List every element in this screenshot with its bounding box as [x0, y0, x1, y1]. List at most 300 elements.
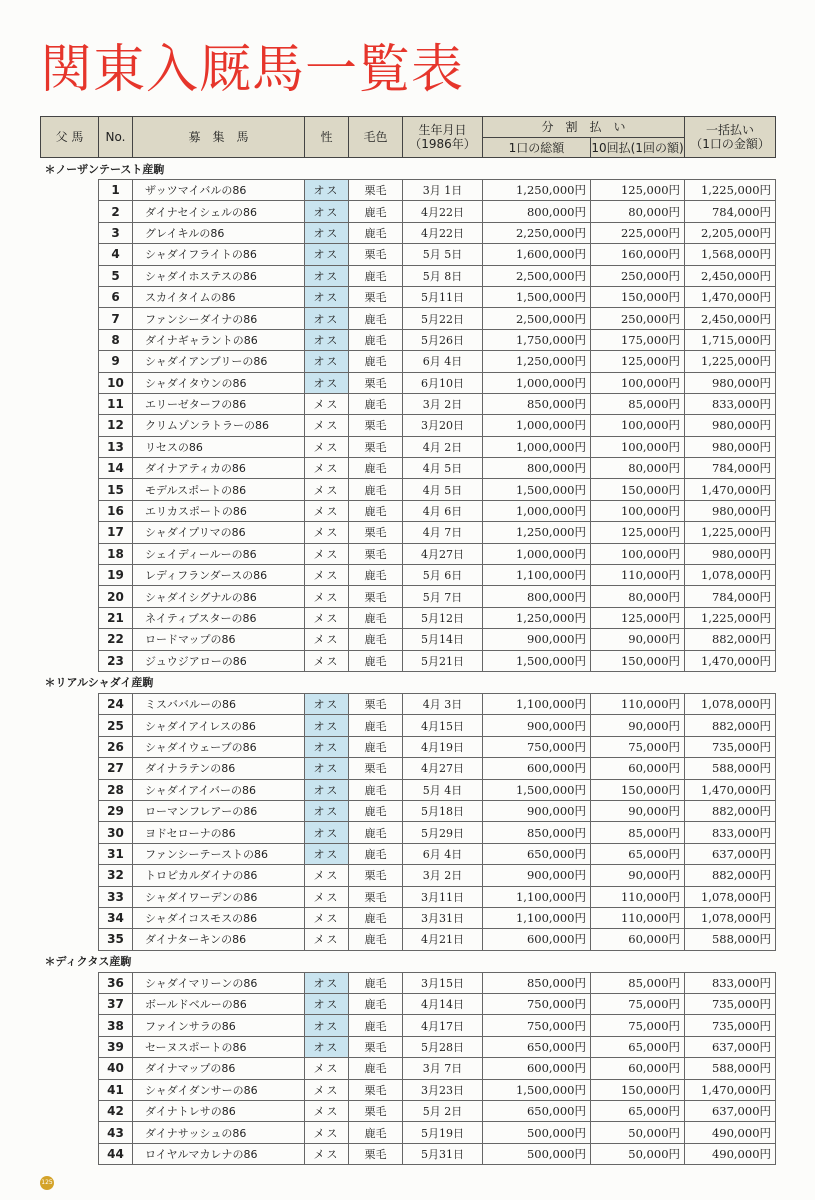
- lump-sum-price: 490,000円: [685, 1122, 776, 1143]
- lump-sum-price: 1,225,000円: [685, 607, 776, 628]
- lump-sum-price: 637,000円: [685, 1101, 776, 1122]
- row-number: 9: [99, 351, 133, 372]
- installment-price: 60,000円: [591, 758, 685, 779]
- installment-price: 100,000円: [591, 543, 685, 564]
- installment-price: 125,000円: [591, 180, 685, 201]
- birth-date: 4月 5日: [403, 479, 483, 500]
- birth-date: 4月21日: [403, 929, 483, 950]
- sire-cell: [41, 244, 99, 265]
- table-row: [41, 543, 776, 564]
- installment-price: 110,000円: [591, 907, 685, 928]
- row-number: 13: [99, 436, 133, 457]
- sire-cell: [41, 329, 99, 350]
- installment-price: 85,000円: [591, 393, 685, 414]
- lump-sum-price: 1,078,000円: [685, 886, 776, 907]
- lump-sum-price: 1,078,000円: [685, 693, 776, 714]
- total-price: 1,500,000円: [483, 650, 591, 671]
- horse-name: シャダイアンブリーの86: [133, 351, 305, 372]
- lump-sum-price: 1,715,000円: [685, 329, 776, 350]
- horse-sex: オス: [305, 244, 349, 265]
- horse-name: ダイナトレサの86: [133, 1101, 305, 1122]
- lump-sum-price: 588,000円: [685, 758, 776, 779]
- total-price: 900,000円: [483, 629, 591, 650]
- sire-cell: [41, 1058, 99, 1079]
- coat-color: 栗毛: [349, 1101, 403, 1122]
- row-number: 24: [99, 693, 133, 714]
- horse-name: シェイディールーの86: [133, 543, 305, 564]
- birth-date: 4月 7日: [403, 522, 483, 543]
- horse-sex: オス: [305, 972, 349, 993]
- row-number: 18: [99, 543, 133, 564]
- horse-sex: オス: [305, 286, 349, 307]
- birth-date: 5月14日: [403, 629, 483, 650]
- birth-date: 4月 2日: [403, 436, 483, 457]
- birth-date: 3月31日: [403, 907, 483, 928]
- row-number: 19: [99, 565, 133, 586]
- sire-cell: [41, 736, 99, 757]
- row-number: 42: [99, 1101, 133, 1122]
- sire-cell: [41, 843, 99, 864]
- table-row: [41, 180, 776, 201]
- lump-sum-price: 588,000円: [685, 1058, 776, 1079]
- birth-date: 3月 1日: [403, 180, 483, 201]
- coat-color: 鹿毛: [349, 994, 403, 1015]
- row-number: 8: [99, 329, 133, 350]
- section-heading: [41, 950, 776, 972]
- total-price: 1,250,000円: [483, 522, 591, 543]
- birth-date: 3月 2日: [403, 865, 483, 886]
- horse-name: シャダイワーデンの86: [133, 886, 305, 907]
- horse-list-table: [40, 116, 776, 1165]
- total-price: 800,000円: [483, 458, 591, 479]
- total-price: 800,000円: [483, 586, 591, 607]
- horse-name: シャダイフライトの86: [133, 244, 305, 265]
- coat-color: 鹿毛: [349, 843, 403, 864]
- horse-sex: メス: [305, 1122, 349, 1143]
- installment-price: 150,000円: [591, 779, 685, 800]
- page-title: 関東入厩馬一覧表: [40, 40, 465, 100]
- horse-sex: メス: [305, 650, 349, 671]
- table-row: [41, 436, 776, 457]
- coat-color: 栗毛: [349, 1036, 403, 1057]
- installment-price: 250,000円: [591, 265, 685, 286]
- coat-color: 鹿毛: [349, 265, 403, 286]
- sire-cell: [41, 629, 99, 650]
- horse-sex: オス: [305, 329, 349, 350]
- sire-cell: [41, 265, 99, 286]
- sire-cell: [41, 372, 99, 393]
- total-price: 1,250,000円: [483, 351, 591, 372]
- sire-cell: [41, 929, 99, 950]
- lump-sum-price: 637,000円: [685, 843, 776, 864]
- section-label: ＊リアルシャダイ産駒: [44, 676, 154, 690]
- horse-sex: メス: [305, 415, 349, 436]
- horse-sex: オス: [305, 265, 349, 286]
- horse-name: トロピカルダイナの86: [133, 865, 305, 886]
- table-row: [41, 308, 776, 329]
- birth-date: 5月22日: [403, 308, 483, 329]
- header-installment: 分 割 払 い: [483, 117, 685, 138]
- birth-date: 3月 7日: [403, 1058, 483, 1079]
- birth-date: 3月15日: [403, 972, 483, 993]
- horse-name: セーヌスポートの86: [133, 1036, 305, 1057]
- coat-color: 鹿毛: [349, 736, 403, 757]
- sire-cell: [41, 693, 99, 714]
- total-price: 850,000円: [483, 972, 591, 993]
- total-price: 750,000円: [483, 994, 591, 1015]
- table-row: [41, 329, 776, 350]
- sire-cell: [41, 650, 99, 671]
- table-row: [41, 415, 776, 436]
- birth-date: 5月 8日: [403, 265, 483, 286]
- section-label: ＊ディクタス産駒: [44, 955, 132, 969]
- installment-price: 75,000円: [591, 994, 685, 1015]
- coat-color: 鹿毛: [349, 1015, 403, 1036]
- coat-color: 鹿毛: [349, 351, 403, 372]
- sire-cell: [41, 1101, 99, 1122]
- page-number-badge: 125: [40, 1176, 54, 1190]
- header-birthdate: [403, 117, 483, 158]
- total-price: 900,000円: [483, 865, 591, 886]
- birth-date: 4月22日: [403, 222, 483, 243]
- table-row: [41, 994, 776, 1015]
- installment-price: 65,000円: [591, 1036, 685, 1057]
- sire-cell: [41, 222, 99, 243]
- header-lump-line1: 一括払い: [706, 123, 755, 137]
- birth-date: 6月 4日: [403, 351, 483, 372]
- horse-sex: オス: [305, 822, 349, 843]
- total-price: 600,000円: [483, 758, 591, 779]
- table-row: [41, 500, 776, 521]
- total-price: 1,500,000円: [483, 1079, 591, 1100]
- horse-sex: メス: [305, 436, 349, 457]
- horse-sex: メス: [305, 1143, 349, 1164]
- coat-color: 鹿毛: [349, 479, 403, 500]
- total-price: 1,250,000円: [483, 607, 591, 628]
- sire-cell: [41, 907, 99, 928]
- horse-name: クリムゾンラトラーの86: [133, 415, 305, 436]
- row-number: 41: [99, 1079, 133, 1100]
- sire-cell: [41, 1036, 99, 1057]
- coat-color: 鹿毛: [349, 715, 403, 736]
- lump-sum-price: 833,000円: [685, 822, 776, 843]
- sire-cell: [41, 522, 99, 543]
- installment-price: 90,000円: [591, 800, 685, 821]
- total-price: 2,250,000円: [483, 222, 591, 243]
- header-total: 1口の総額: [483, 138, 591, 158]
- lump-sum-price: 2,450,000円: [685, 308, 776, 329]
- horse-sex: メス: [305, 907, 349, 928]
- installment-price: 65,000円: [591, 843, 685, 864]
- birth-date: 3月23日: [403, 1079, 483, 1100]
- row-number: 39: [99, 1036, 133, 1057]
- installment-price: 90,000円: [591, 629, 685, 650]
- birth-date: 4月14日: [403, 994, 483, 1015]
- horse-name: ファンシーダイナの86: [133, 308, 305, 329]
- installment-price: 150,000円: [591, 286, 685, 307]
- sire-cell: [41, 607, 99, 628]
- lump-sum-price: 637,000円: [685, 1036, 776, 1057]
- birth-date: 5月19日: [403, 1122, 483, 1143]
- horse-name: ファインサラの86: [133, 1015, 305, 1036]
- lump-sum-price: 980,000円: [685, 500, 776, 521]
- lump-sum-price: 735,000円: [685, 1015, 776, 1036]
- lump-sum-price: 2,205,000円: [685, 222, 776, 243]
- birth-date: 4月27日: [403, 758, 483, 779]
- row-number: 20: [99, 586, 133, 607]
- installment-price: 150,000円: [591, 479, 685, 500]
- row-number: 30: [99, 822, 133, 843]
- horse-name: ダイナアティカの86: [133, 458, 305, 479]
- birth-date: 4月 5日: [403, 458, 483, 479]
- horse-name: ファンシーテーストの86: [133, 843, 305, 864]
- sire-cell: [41, 1079, 99, 1100]
- total-price: 800,000円: [483, 201, 591, 222]
- coat-color: 鹿毛: [349, 565, 403, 586]
- table-row: [41, 565, 776, 586]
- total-price: 500,000円: [483, 1122, 591, 1143]
- birth-date: 4月19日: [403, 736, 483, 757]
- coat-color: 栗毛: [349, 543, 403, 564]
- table-row: [41, 1058, 776, 1079]
- horse-sex: メス: [305, 1079, 349, 1100]
- horse-name: エリーゼターフの86: [133, 393, 305, 414]
- sire-cell: [41, 779, 99, 800]
- birth-date: 6月 4日: [403, 843, 483, 864]
- header-lump-line2: （1口の金額）: [690, 137, 770, 151]
- total-price: 850,000円: [483, 822, 591, 843]
- installment-price: 150,000円: [591, 1079, 685, 1100]
- coat-color: 鹿毛: [349, 972, 403, 993]
- sire-cell: [41, 994, 99, 1015]
- horse-name: ダイナマップの86: [133, 1058, 305, 1079]
- sire-cell: [41, 1122, 99, 1143]
- total-price: 600,000円: [483, 1058, 591, 1079]
- header-birthdate-line2: （1986年）: [409, 137, 476, 151]
- table-row: [41, 201, 776, 222]
- total-price: 2,500,000円: [483, 265, 591, 286]
- coat-color: 鹿毛: [349, 650, 403, 671]
- row-number: 17: [99, 522, 133, 543]
- horse-name: ダイナラテンの86: [133, 758, 305, 779]
- horse-sex: メス: [305, 1058, 349, 1079]
- horse-sex: メス: [305, 565, 349, 586]
- lump-sum-price: 1,225,000円: [685, 522, 776, 543]
- horse-name: ザッツマイバルの86: [133, 180, 305, 201]
- sire-cell: [41, 286, 99, 307]
- installment-price: 60,000円: [591, 1058, 685, 1079]
- table-body: [41, 158, 776, 1165]
- table-row: [41, 865, 776, 886]
- header-lump: [685, 117, 776, 158]
- coat-color: 栗毛: [349, 1079, 403, 1100]
- horse-name: シャダイホステスの86: [133, 265, 305, 286]
- lump-sum-price: 882,000円: [685, 715, 776, 736]
- installment-price: 125,000円: [591, 351, 685, 372]
- birth-date: 5月31日: [403, 1143, 483, 1164]
- table-row: [41, 372, 776, 393]
- horse-sex: メス: [305, 929, 349, 950]
- coat-color: 栗毛: [349, 1143, 403, 1164]
- sire-cell: [41, 822, 99, 843]
- birth-date: 4月 6日: [403, 500, 483, 521]
- total-price: 1,100,000円: [483, 886, 591, 907]
- horse-name: ネイティブスターの86: [133, 607, 305, 628]
- total-price: 1,500,000円: [483, 779, 591, 800]
- total-price: 1,000,000円: [483, 543, 591, 564]
- table-row: [41, 522, 776, 543]
- horse-name: ダイナセイシェルの86: [133, 201, 305, 222]
- horse-name: モデルスポートの86: [133, 479, 305, 500]
- birth-date: 5月28日: [403, 1036, 483, 1057]
- installment-price: 125,000円: [591, 522, 685, 543]
- birth-date: 4月27日: [403, 543, 483, 564]
- horse-name: シャダイマリーンの86: [133, 972, 305, 993]
- row-number: 22: [99, 629, 133, 650]
- row-number: 34: [99, 907, 133, 928]
- coat-color: 栗毛: [349, 865, 403, 886]
- sire-cell: [41, 415, 99, 436]
- horse-name: シャダイダンサーの86: [133, 1079, 305, 1100]
- horse-name: シャダイアイバーの86: [133, 779, 305, 800]
- coat-color: 鹿毛: [349, 800, 403, 821]
- horse-name: シャダイシグナルの86: [133, 586, 305, 607]
- row-number: 27: [99, 758, 133, 779]
- total-price: 1,000,000円: [483, 415, 591, 436]
- horse-sex: オス: [305, 693, 349, 714]
- table-row: [41, 1143, 776, 1164]
- installment-price: 50,000円: [591, 1143, 685, 1164]
- installment-price: 60,000円: [591, 929, 685, 950]
- sire-cell: [41, 865, 99, 886]
- coat-color: 栗毛: [349, 244, 403, 265]
- lump-sum-price: 784,000円: [685, 458, 776, 479]
- lump-sum-price: 882,000円: [685, 800, 776, 821]
- lump-sum-price: 1,225,000円: [685, 180, 776, 201]
- section-label: ＊ノーザンテースト産駒: [44, 162, 165, 176]
- table-row: [41, 886, 776, 907]
- birth-date: 6月10日: [403, 372, 483, 393]
- horse-name: ジュウジアローの86: [133, 650, 305, 671]
- installment-price: 100,000円: [591, 436, 685, 457]
- horse-sex: オス: [305, 1015, 349, 1036]
- total-price: 1,500,000円: [483, 286, 591, 307]
- sire-cell: [41, 180, 99, 201]
- installment-price: 160,000円: [591, 244, 685, 265]
- total-price: 1,100,000円: [483, 565, 591, 586]
- installment-price: 65,000円: [591, 1101, 685, 1122]
- table-row: [41, 758, 776, 779]
- row-number: 6: [99, 286, 133, 307]
- row-number: 14: [99, 458, 133, 479]
- lump-sum-price: 882,000円: [685, 865, 776, 886]
- lump-sum-price: 980,000円: [685, 436, 776, 457]
- sire-cell: [41, 1015, 99, 1036]
- horse-sex: メス: [305, 458, 349, 479]
- coat-color: 鹿毛: [349, 308, 403, 329]
- table-row: [41, 458, 776, 479]
- coat-color: 鹿毛: [349, 607, 403, 628]
- row-number: 3: [99, 222, 133, 243]
- horse-name: リセスの86: [133, 436, 305, 457]
- lump-sum-price: 735,000円: [685, 994, 776, 1015]
- horse-name: レディフランダースの86: [133, 565, 305, 586]
- total-price: 1,000,000円: [483, 372, 591, 393]
- total-price: 1,000,000円: [483, 500, 591, 521]
- lump-sum-price: 833,000円: [685, 393, 776, 414]
- lump-sum-price: 833,000円: [685, 972, 776, 993]
- sire-cell: [41, 543, 99, 564]
- lump-sum-price: 1,470,000円: [685, 779, 776, 800]
- installment-price: 100,000円: [591, 372, 685, 393]
- lump-sum-price: 980,000円: [685, 415, 776, 436]
- coat-color: 鹿毛: [349, 822, 403, 843]
- horse-sex: メス: [305, 586, 349, 607]
- header-sex: 性: [305, 117, 349, 158]
- total-price: 900,000円: [483, 715, 591, 736]
- row-number: 44: [99, 1143, 133, 1164]
- coat-color: 栗毛: [349, 436, 403, 457]
- birth-date: 3月11日: [403, 886, 483, 907]
- lump-sum-price: 588,000円: [685, 929, 776, 950]
- coat-color: 鹿毛: [349, 329, 403, 350]
- horse-name: ボールドベルーの86: [133, 994, 305, 1015]
- installment-price: 110,000円: [591, 693, 685, 714]
- total-price: 1,100,000円: [483, 693, 591, 714]
- row-number: 10: [99, 372, 133, 393]
- row-number: 7: [99, 308, 133, 329]
- coat-color: 鹿毛: [349, 629, 403, 650]
- installment-price: 90,000円: [591, 715, 685, 736]
- coat-color: 栗毛: [349, 522, 403, 543]
- lump-sum-price: 980,000円: [685, 543, 776, 564]
- horse-name: ヨドセローナの86: [133, 822, 305, 843]
- table-row: [41, 222, 776, 243]
- row-number: 33: [99, 886, 133, 907]
- horse-sex: オス: [305, 843, 349, 864]
- row-number: 36: [99, 972, 133, 993]
- row-number: 5: [99, 265, 133, 286]
- table-row: [41, 586, 776, 607]
- row-number: 16: [99, 500, 133, 521]
- birth-date: 4月 3日: [403, 693, 483, 714]
- lump-sum-price: 1,470,000円: [685, 650, 776, 671]
- sire-cell: [41, 436, 99, 457]
- horse-sex: オス: [305, 994, 349, 1015]
- horse-name: シャダイプリマの86: [133, 522, 305, 543]
- horse-name: ダイナターキンの86: [133, 929, 305, 950]
- header-sire: 父 馬: [41, 117, 99, 158]
- total-price: 650,000円: [483, 1101, 591, 1122]
- birth-date: 5月18日: [403, 800, 483, 821]
- row-number: 15: [99, 479, 133, 500]
- table-row: [41, 650, 776, 671]
- birth-date: 5月29日: [403, 822, 483, 843]
- lump-sum-price: 784,000円: [685, 201, 776, 222]
- horse-sex: オス: [305, 800, 349, 821]
- sire-cell: [41, 1143, 99, 1164]
- table-row: [41, 265, 776, 286]
- horse-sex: オス: [305, 779, 349, 800]
- horse-name: ダイナギャラントの86: [133, 329, 305, 350]
- birth-date: 5月12日: [403, 607, 483, 628]
- sire-cell: [41, 201, 99, 222]
- table-row: [41, 351, 776, 372]
- birth-date: 5月21日: [403, 650, 483, 671]
- sire-cell: [41, 800, 99, 821]
- lump-sum-price: 980,000円: [685, 372, 776, 393]
- sire-cell: [41, 565, 99, 586]
